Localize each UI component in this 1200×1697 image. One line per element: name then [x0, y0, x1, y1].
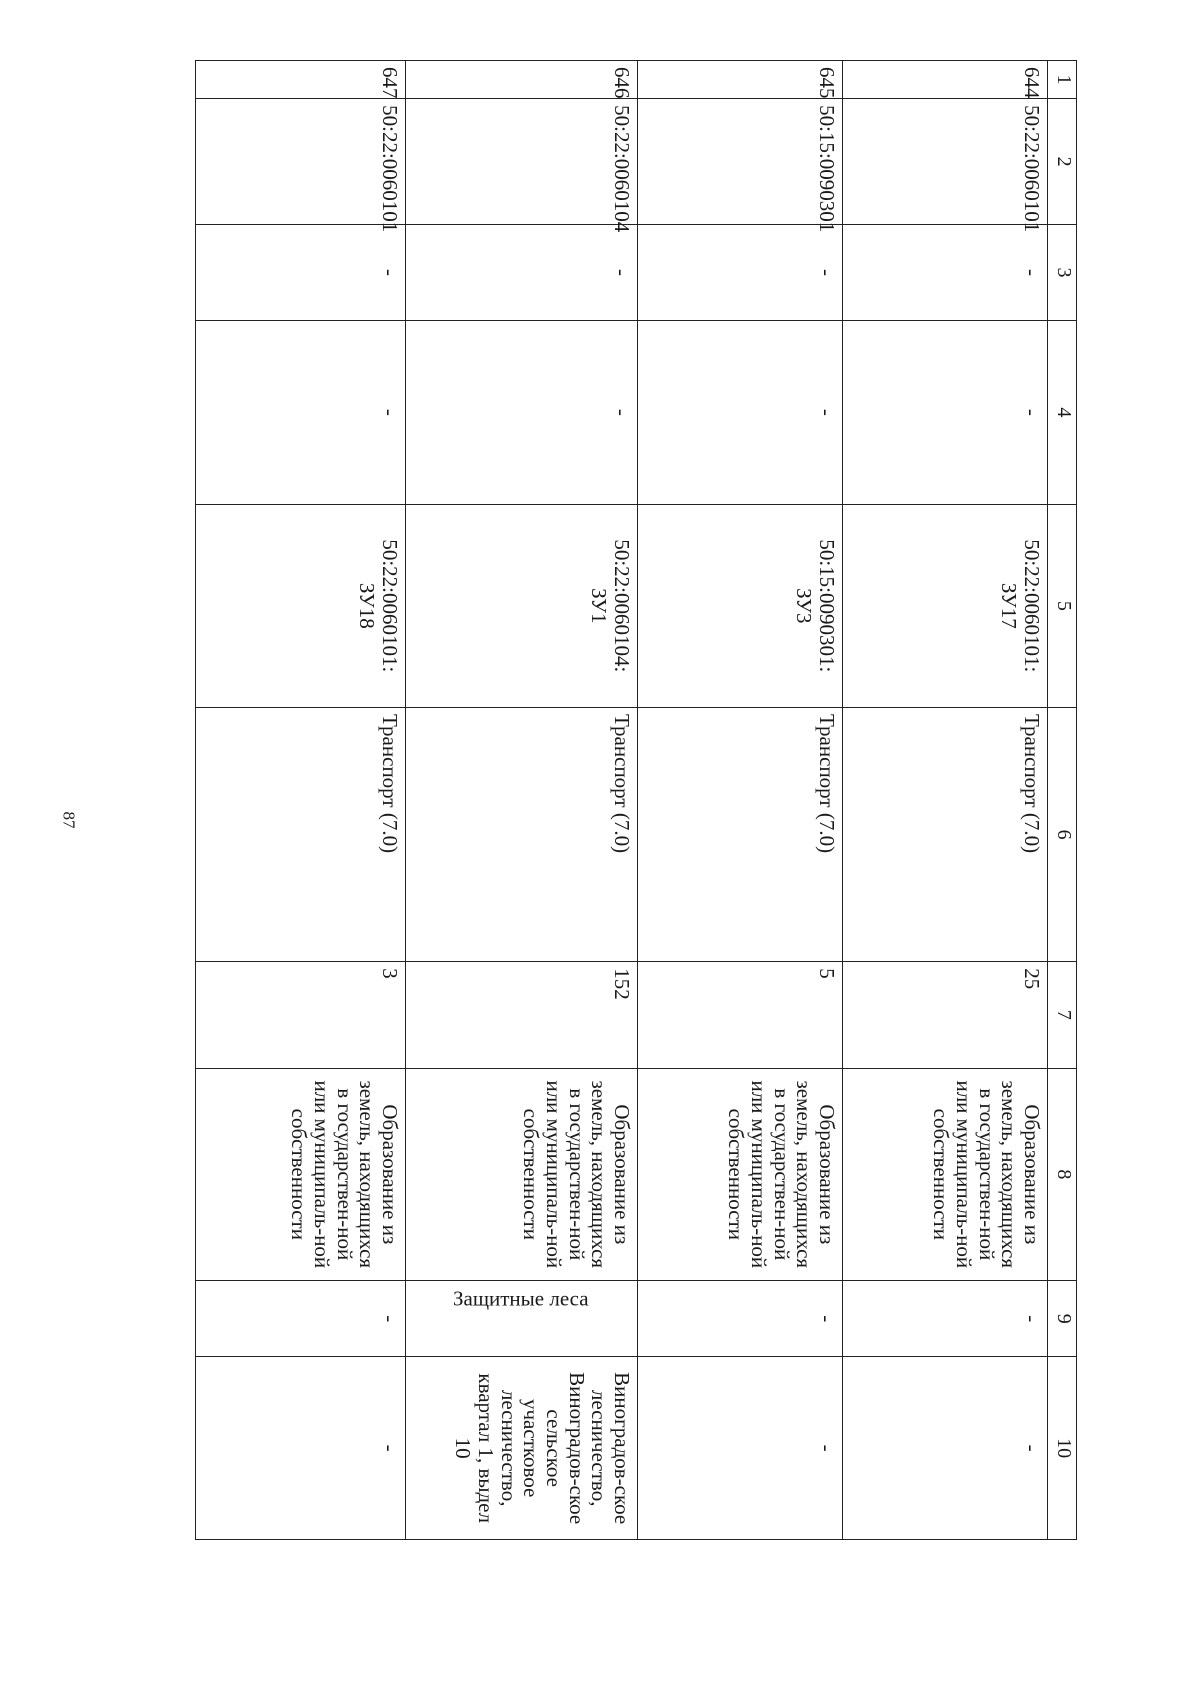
permitted-use: Транспорт (7.0)	[196, 708, 406, 962]
table-row	[843, 61, 1048, 1540]
cell-col3: -	[406, 225, 638, 321]
forest-category: -	[196, 1281, 406, 1357]
forestry-location: -	[843, 1357, 1048, 1540]
header-row	[1048, 61, 1077, 1540]
page-number: 87	[59, 811, 79, 829]
formation-method: Образование из земель, находящихся в государствен-ной или муниципаль-ной собственности	[406, 1068, 638, 1281]
plot-area: 152	[406, 962, 638, 1068]
forest-category: -	[843, 1281, 1048, 1357]
header-cell: 6	[1048, 708, 1077, 962]
plot-area: 3	[196, 962, 406, 1068]
cadastral-quarter: 50:22:0060101	[196, 99, 406, 225]
forest-category: Защитные леса	[406, 1281, 638, 1357]
plot-designation: 50:22:0060104: ЗУ1	[406, 504, 638, 707]
cell-col4: -	[638, 320, 843, 504]
cell-col4: -	[406, 320, 638, 504]
forestry-location: Виноградов-ское лесничество, Виноградов-ское сельское участковое лесничество, квартал 1, выдел 10	[406, 1357, 638, 1540]
row-number: 644	[843, 61, 1048, 99]
cell-col4: -	[196, 320, 406, 504]
plot-designation: 50:22:0060101: ЗУ18	[196, 504, 406, 707]
plot-area: 5	[638, 962, 843, 1068]
permitted-use: Транспорт (7.0)	[638, 708, 843, 962]
forestry-location: -	[196, 1357, 406, 1540]
table-row	[196, 61, 406, 1540]
permitted-use: Транспорт (7.0)	[843, 708, 1048, 962]
land-plots-table	[195, 60, 1077, 1540]
formation-method: Образование из земель, находящихся в государствен-ной или муниципаль-ной собственности	[196, 1068, 406, 1281]
cell-col3: -	[843, 225, 1048, 321]
plot-designation: 50:15:0090301: ЗУ3	[638, 504, 843, 707]
plot-designation: 50:22:0060101: ЗУ17	[843, 504, 1048, 707]
row-number: 647	[196, 61, 406, 99]
header-cell: 2	[1048, 99, 1077, 225]
formation-method: Образование из земель, находящихся в государствен-ной или муниципаль-ной собственности	[843, 1068, 1048, 1281]
plot-area: 25	[843, 962, 1048, 1068]
cell-col3: -	[196, 225, 406, 321]
table-row	[638, 61, 843, 1540]
cadastral-quarter: 50:15:0090301	[638, 99, 843, 225]
forestry-location: -	[638, 1357, 843, 1540]
header-cell: 1	[1048, 61, 1077, 99]
header-cell: 8	[1048, 1068, 1077, 1281]
formation-method: Образование из земель, находящихся в государствен-ной или муниципаль-ной собственности	[638, 1068, 843, 1281]
header-cell: 10	[1048, 1357, 1077, 1540]
rotated-table-container	[195, 60, 1077, 1540]
row-number: 645	[638, 61, 843, 99]
permitted-use: Транспорт (7.0)	[406, 708, 638, 962]
table-row	[406, 61, 638, 1540]
cell-col4: -	[843, 320, 1048, 504]
header-cell: 7	[1048, 962, 1077, 1068]
header-cell: 9	[1048, 1281, 1077, 1357]
forest-category: -	[638, 1281, 843, 1357]
cadastral-quarter: 50:22:0060101	[843, 99, 1048, 225]
header-cell: 5	[1048, 504, 1077, 707]
row-number: 646	[406, 61, 638, 99]
cadastral-quarter: 50:22:0060104	[406, 99, 638, 225]
header-cell: 4	[1048, 320, 1077, 504]
header-cell: 3	[1048, 225, 1077, 321]
cell-col3: -	[638, 225, 843, 321]
